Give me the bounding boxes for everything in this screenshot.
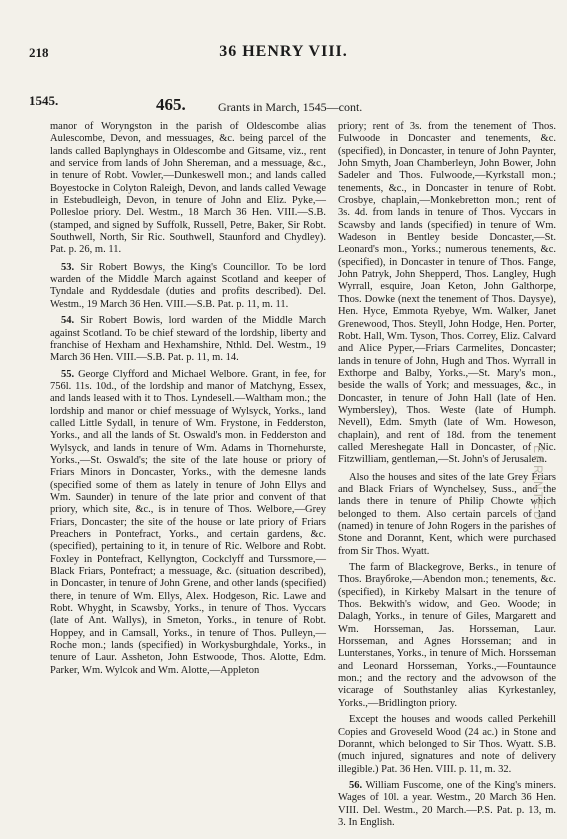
entry-text: priory; rent of 3s. from the tenement of Thos. Fulwoode in Doncaster and tenements, &c. (specified), in Doncaster, in tenure of John Paynter, John Smyth, Joan Chamberleyn, John Bower, John Sadeler and Thos. Fulwoode,—Kyrkstall mon.; tenements, &c., in Doncaster in tenure of Robt. Crosbye, chaplain,—Monkebretton mon.; rent of 3s. 4d. from lands in tenure of Thos. Vyccars in Scawsby and lands (specified) in tenure of Wm. Wadeson in Bentley beside Doncaster,—St. Leonard's mon., Yorks.; numerous tenements, &c. (specified), in Doncaster in tenure of Thos. Fange, John Patryk, John Shepperd, Thos. Langley, Hugh Wyrrall, esquire, Joan Keton, John Galthorpe, Thos. Dowke (next the tenement of Thos. Daysye), Hen. Hyce, Emmota Ryebye, Wm. Walker, Janet Grenewood, Thos. Steyll, John Hodge, Hen. Porter, Robt. Hall, Wm. Tyson, Thos. Correy, Eliz. Calvard and Alice Pyper,—Friars Carmelites, Doncaster; lands in tenure of John, Hugh and Thos. Wyrrall in Exthorpe and Balby, Yorks.,—St. Mary's mon., beside the walls of York; and messuages, &c., in Doncaster, in tenure of John Hall (late of Hen. Wymbersley), Thos. Weste (late of Humph. Nevell), Edm. Smyth (late of Wm. Howeson, chaplain), and rent of 18d. from the tenement called Mereshegate Hall in Doncaster, of Nic. Fitzwilliam, gentleman,—St. John's of Jerusalem. bbox=[338, 121, 556, 466]
entry-paragraph bbox=[50, 262, 326, 311]
entry-paragraph bbox=[338, 780, 556, 829]
page-number: 218 bbox=[29, 45, 49, 60]
continuation-paragraph bbox=[50, 121, 326, 257]
entry-number: 54. bbox=[61, 315, 75, 327]
continuation-paragraph bbox=[338, 714, 556, 776]
entry-text: Sir Robert Bowys, the King's Councillor. To be lord warden of the Middle March against Scotland and keeper of Tyndale and Ryddesdale (duties and profits described). Del. Westm., 19 March 36 Hen. VIII.—S.B. Pat. p. 11, m. 11. bbox=[50, 261, 326, 310]
entry-number: 55. bbox=[61, 368, 75, 380]
section-head: Grants in March, 1545—cont. bbox=[218, 100, 363, 114]
entry-text: Also the houses and sites of the late Grey Friars and Black Friars of Wynchelsey, Suss., and the lands there in tenure of Philip Chowte which belonged to them. Also certain parcels of land (named) in tenure of John Rogers in the parishes of Stone and Dorannt, Kent, which were purchased from Sir Thos. Wyatt. bbox=[338, 471, 556, 557]
entry-number: 465. bbox=[156, 95, 186, 114]
entry-text: The farm of Blackegrove, Berks., in tenure of Thos. Brayбrоke,—Abendon mon.; tenements, &c. (specified), in Kirkeby Malsart in the tenure of Thos. Bekwith's widow, and Geo. Woode; in Dalagh, Yorks., in tenure of Giles, Margarett and Wm. Horsseman, Jas. Horsseman, Laur. Horsseman, and Agnes Horsseman; and in Lunterstanes, Yorks., in tenure of Mich. Horsseman and Leonard Horsseman, Yorks.,—Fountaunce mon.; and the rectory and the advowson of the vicarage of Southstanley alias Kyrkestanley, Yorks.,—Bridlington priory. bbox=[338, 562, 556, 709]
continuation-paragraph bbox=[338, 121, 556, 467]
page-header bbox=[0, 45, 567, 65]
entry-text: Except the houses and woods called Perkehill Copies and Groveseld Wood (24 ac.) in Stone and Dorannt, which belonged to Sir Thos. Wyatt. S.B. (much injured, signatures and note of delivery illegible.) Pat. 36 Hen. VIII. p. 11, m. 32. bbox=[338, 714, 556, 775]
year-label: 1545. bbox=[29, 93, 59, 108]
right-column bbox=[338, 121, 556, 829]
entry-number: 56. bbox=[349, 779, 363, 791]
continuation-paragraph bbox=[338, 562, 556, 710]
entry-text: George Clyfford and Michael Welbore. Grant, in fee, for 756l. 11s. 10d., of the lordship and manor of Matchyng, Essex, and lands leased with it to Thos. Lyndesell.—Waltham mon.; the lordship and manor or chief messuage of Wylsyck, Yorks., land called Little Sydall, in tenure of Wm. Frystone, in Fedderston, Yorks., and all the lands of St. Oswald's mon. in Fedderston and Wylsyck, and lands in tenure of Wm. Adams in Thornehurste, Yorks.,—St. Oswald's; the site of the late house or priory of Friars Minors in Doncaster, Yorks., with the demesne lands (specified some of them as lately in tenure of John Ellys and Wm. Saunder) in tenure of the late prior and convent of that priory, which site, &c., is in tenure of Thos. Welbore,—Grey Friars, Doncaster; the site of the house or late priory of Friars Preachers in Pontefract, Yorks., and certain gardens, &c. (specified), pertaining to it, in tenure of Ric. Welbore and Robt. Foxley in Pontefract, Kellyngton, Cockclyff and Turssmore,—Black Friars, Pontefract; a messuage, &c. (situation described), in Doncaster, in tenure of John Grene, and other lands (specified) there, in tenure of Wm. Ellys, Alex. Hodgeson, Ric. Lawe and Robt. Whyght, in Scawsby, Yorks., in tenure of Thos. Vyccars (late of Ant. Wallys), in Smeton, Yorks., in tenure of Robt. Hoppey, and in Camsall, Yorks., in tenure of Thos. Pulleyn,—Roche mon.; lands (specified) in Workysburghdale, Yorks., in tenure of Laur. Assheton, John Estwoode, Thos. Alotte, Edm. Parker, Wm. Wylcok and Wm. Alotte,—Appleton bbox=[50, 368, 327, 676]
entry-number: 53. bbox=[61, 261, 75, 273]
running-title: 36 HENRY VIII. bbox=[219, 43, 348, 60]
entry-text: Sir Robert Bowis, lord warden of the Middle March against Scotland. To be chief steward of the lordship, liberty and franchise of Hexham and Hexhamshire, Nthld. Del. Westm., 19 March 36 Hen. VIII.—S.B. Pat. p. 11, m. 14. bbox=[50, 315, 327, 364]
section-header bbox=[0, 97, 567, 117]
entry-paragraph bbox=[50, 369, 326, 678]
entry-paragraph bbox=[50, 315, 326, 364]
left-column bbox=[50, 121, 326, 677]
continuation-paragraph bbox=[338, 472, 556, 558]
watermark-stamp: EPRINTED bbox=[531, 445, 545, 522]
entry-text: William Fuscome, one of the King's miners. Wages of 10l. a year. Westm., 20 March 36 Hen. VIII. Del. Westm., 20 March.—P.S. Pat. p. 13, m. 3. In English. bbox=[338, 779, 556, 828]
entry-text: manor of Woryngston in the parish of Oldescombe alias Aulescombe, Devon, and messuages, &c. being parcel of the lands called Baplynghays in Oldescombe and Gitsame, viz., rent and service from lands of John Shereman, and a messuage, &c., in tenure of Robt. Vowler,—Dunkeswell mon.; and lands called Boyestocke in Colyton Raleigh, Devon, and lands called Vewage in Estebudleigh, Devon, in tenure of John and Eliz. Pyke,—Pollesloe priory. Del. Westm., 18 March 36 Hen. VIII.—S.B. (stamped, and signed by Suffolk, Russell, Petre, Baker, Sir Robt. Southwell, North, Sir Ric. Southwell, Staunford and Chydley). Pat. p. 26, m. 11. bbox=[50, 121, 326, 256]
